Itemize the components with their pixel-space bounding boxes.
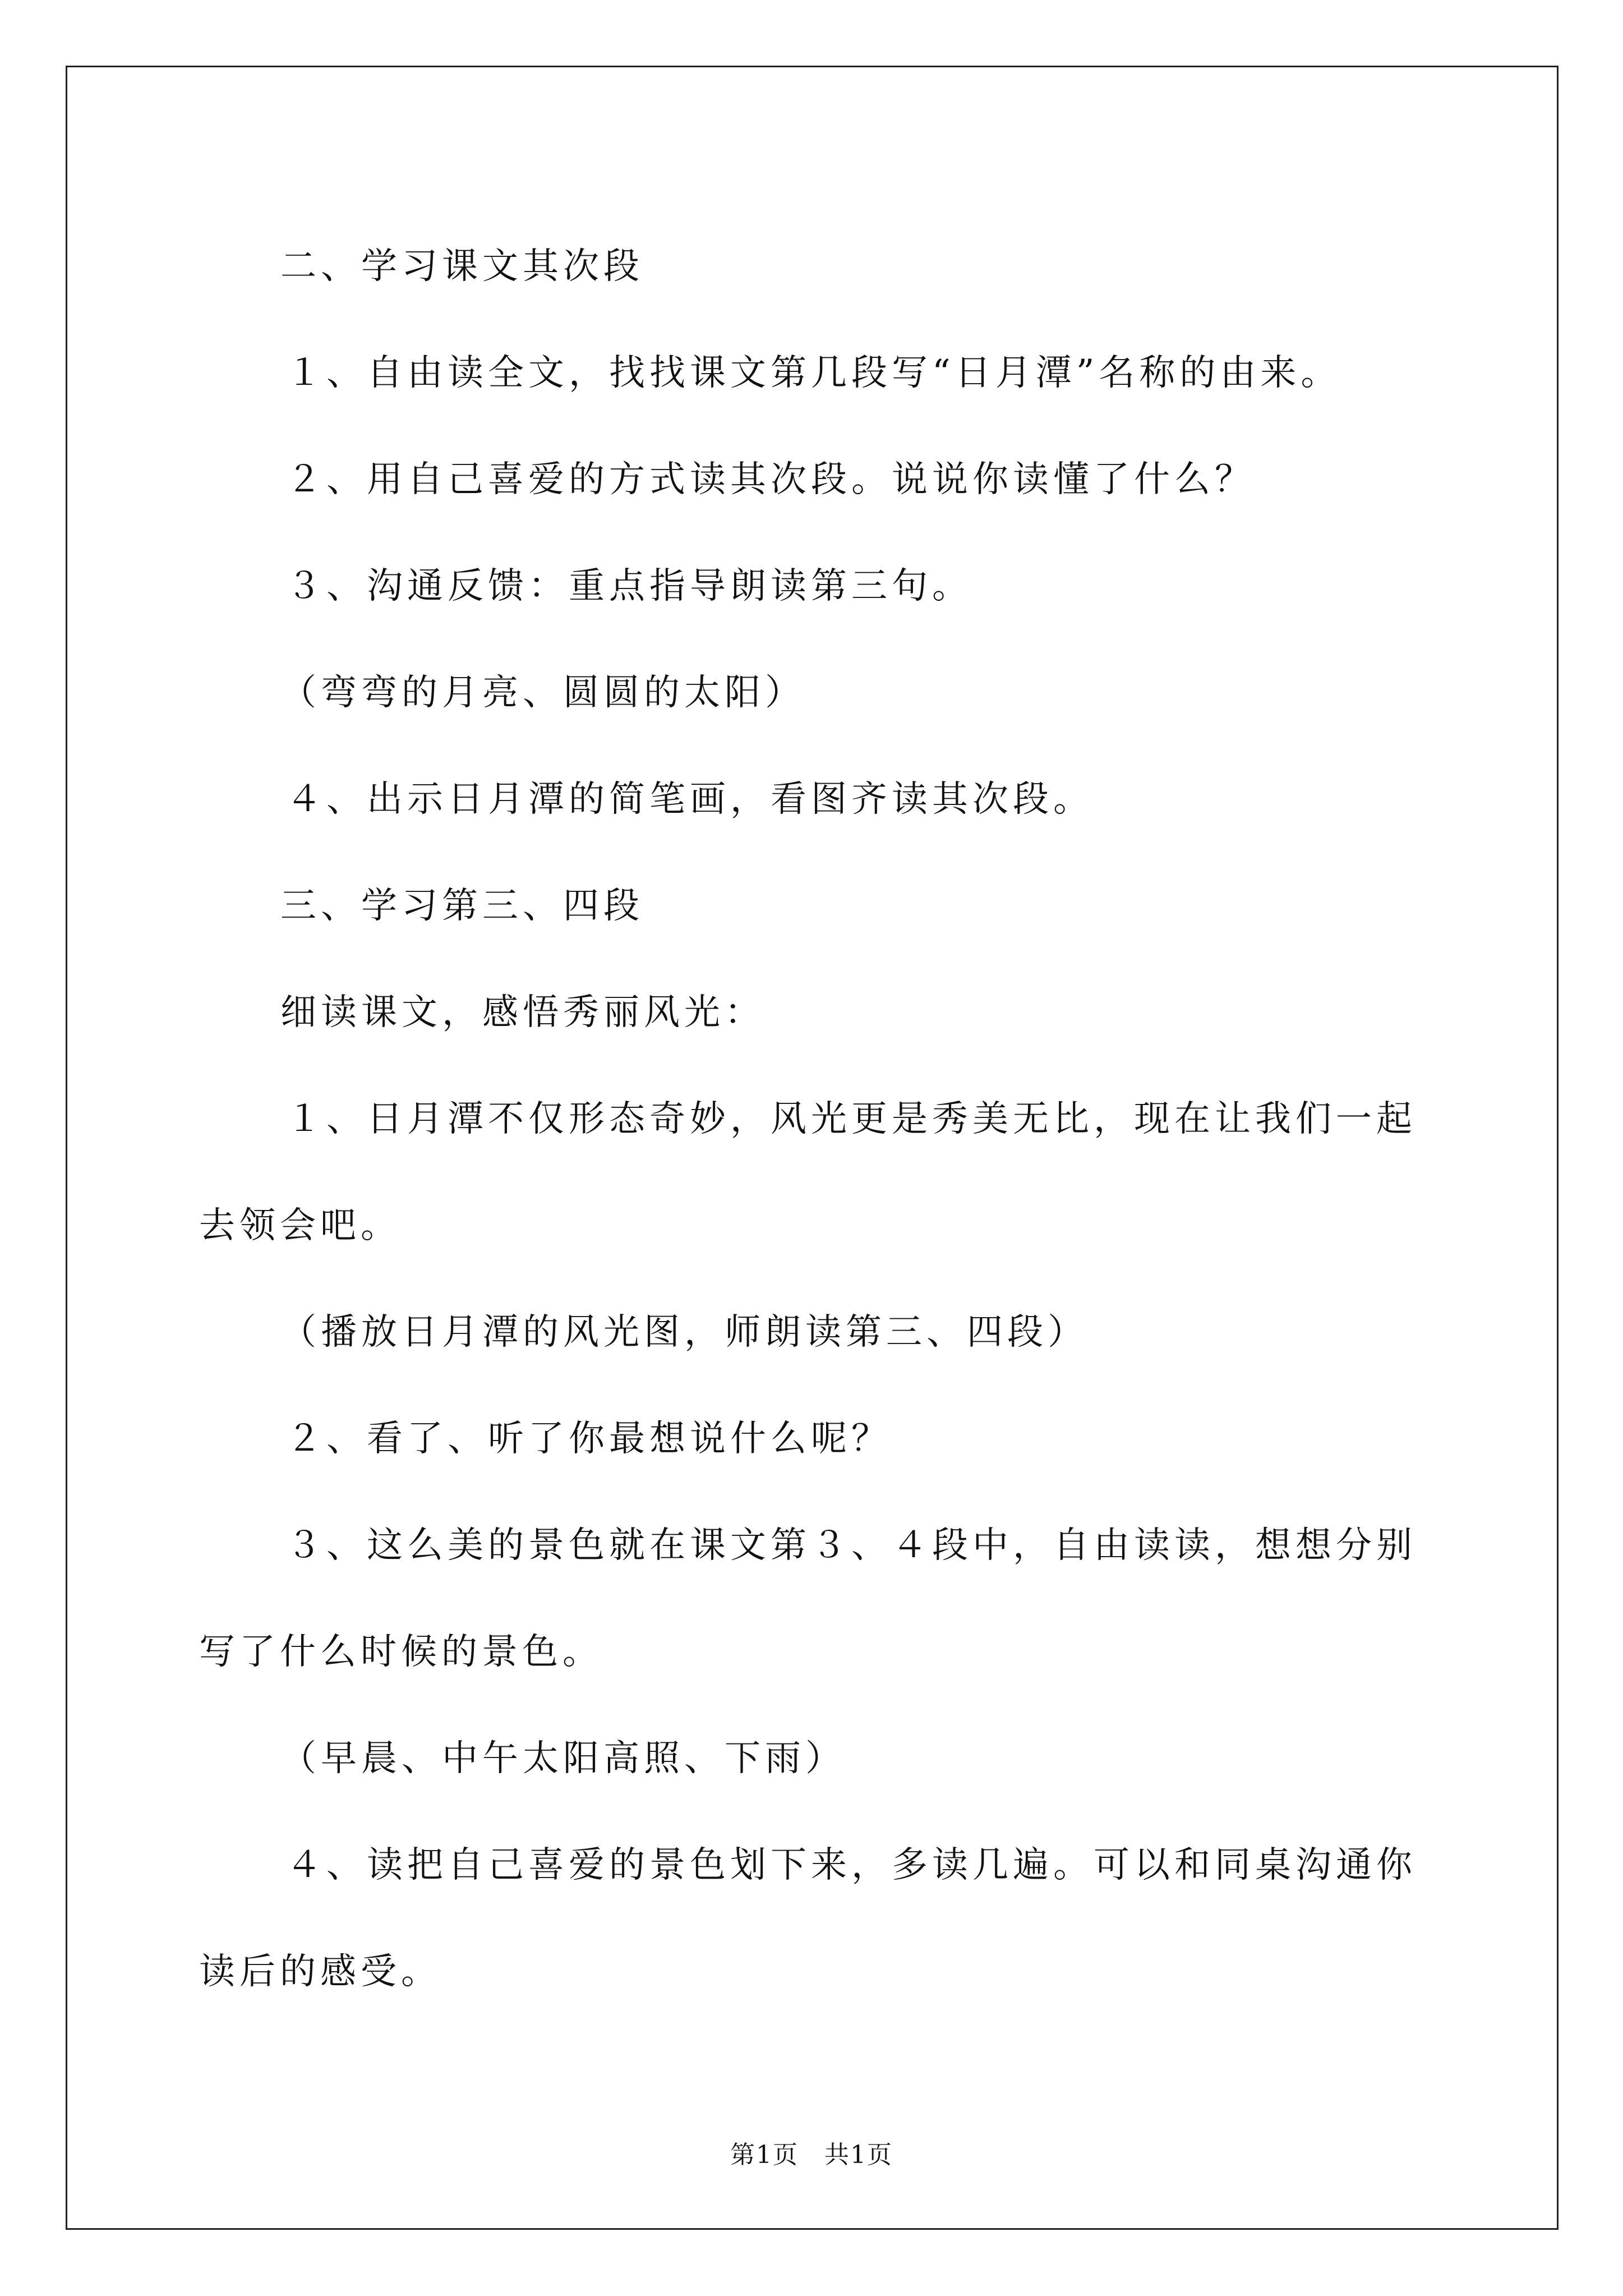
paragraph: ３、这么美的景色就在课文第３、４段中，自由读读，想想分别写了什么时候的景色。 <box>199 1525 1417 1673</box>
paragraph: ３、沟通反馈：重点指导朗读第三句。 <box>286 565 972 607</box>
paragraph: （播放日月潭的风光图，师朗读第三、四段） <box>280 1312 1088 1353</box>
paragraph: （早晨、中午太阳高照、下雨） <box>280 1738 846 1779</box>
document-body <box>199 213 1455 2025</box>
section-heading-2: 二、学习课文其次段 <box>280 246 644 287</box>
paragraph: 细读课文，感悟秀丽风光： <box>280 992 765 1033</box>
paragraph: ４、读把自己喜爱的景色划下来，多读几遍。可以和同桌沟通你读后的感受。 <box>199 1844 1417 1993</box>
paragraph: ４、出示日月潭的简笔画，看图齐读其次段。 <box>286 779 1094 820</box>
paragraph: １、自由读全文，找找课文第几段写“日月潭”名称的由来。 <box>286 352 1341 394</box>
paragraph: ２、用自己喜爱的方式读其次段。说说你读懂了什么？ <box>286 459 1255 500</box>
paragraph: １、日月潭不仅形态奇妙，风光更是秀美无比，现在让我们一起去领会吧。 <box>199 1098 1417 1246</box>
paragraph: （弯弯的月亮、圆圆的太阳） <box>280 672 805 714</box>
page-number-footer: 第1页 共1页 <box>730 2141 893 2169</box>
section-heading-3: 三、学习第三、四段 <box>280 885 644 927</box>
paragraph: ２、看了、听了你最想说什么呢？ <box>286 1418 892 1460</box>
